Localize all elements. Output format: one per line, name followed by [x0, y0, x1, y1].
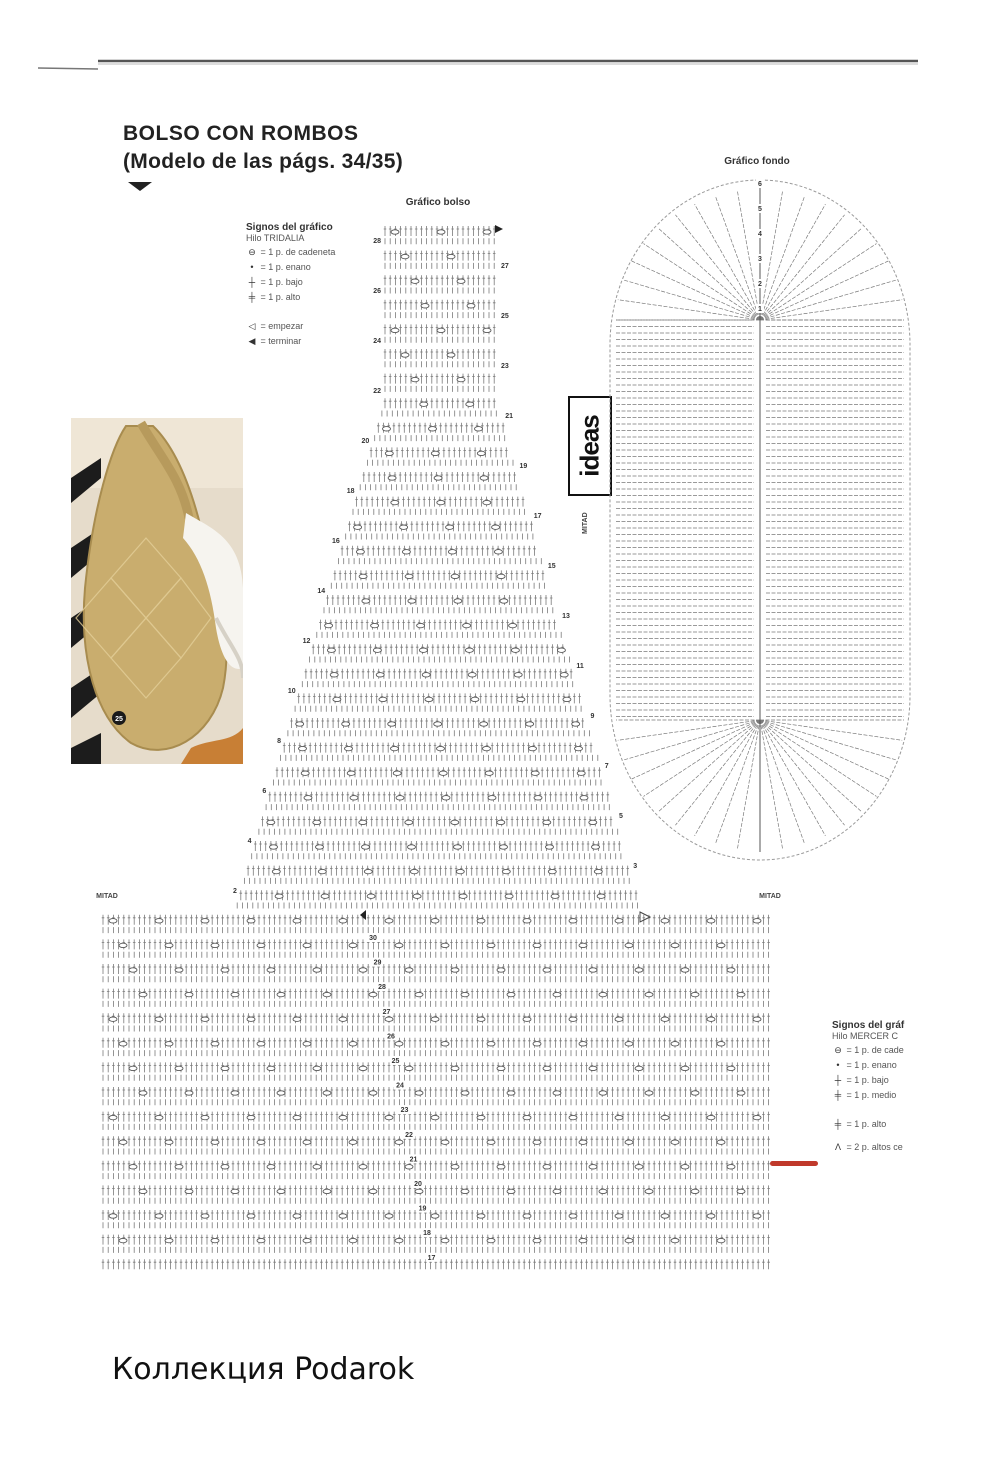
row-number: 19 — [519, 463, 528, 470]
legend-yarn: Hilo MERCER C — [832, 1031, 899, 1041]
mitad-right-label: MITAD — [759, 893, 781, 900]
base-row-number: 5 — [758, 206, 762, 213]
row-number: 17 — [533, 513, 542, 520]
ideas-logo-text: ideas — [574, 415, 605, 477]
legend-item — [832, 1043, 1000, 1058]
row-number: 5 — [618, 813, 623, 820]
row-number: 20 — [361, 438, 370, 445]
row-number: 14 — [317, 588, 326, 595]
legend-item-label: = 1 p. alto — [260, 292, 301, 302]
row-number: 6 — [262, 788, 267, 795]
cluster-stitch-icon: Λ — [834, 1142, 841, 1152]
row-number: 26 — [387, 1033, 395, 1041]
bag-chart — [102, 226, 770, 1269]
half-double-crochet-icon: ╪ — [834, 1090, 842, 1100]
row-number: 9 — [590, 713, 595, 720]
row-number: 13 — [562, 613, 570, 620]
legend-item — [832, 1088, 1000, 1103]
slip-stitch-icon: • — [250, 262, 254, 272]
base-mitad-label: MITAD — [582, 512, 589, 534]
row-number: 15 — [547, 563, 556, 570]
legend-item-label: = 2 p. altos ce — [846, 1142, 903, 1152]
row-number: 11 — [576, 663, 584, 670]
row-number: 18 — [423, 1230, 431, 1238]
bag-chart-label: Gráfico bolso — [405, 197, 471, 208]
legend-item-label: = terminar — [260, 336, 302, 346]
single-crochet-icon: ┼ — [834, 1075, 842, 1085]
double-crochet-icon: ╪ — [834, 1119, 842, 1129]
row-number: 3 — [633, 863, 638, 870]
legend-item-label: = 1 p. medio — [846, 1090, 897, 1100]
base-chart-label: Gráfico fondo — [724, 156, 790, 167]
legend-mercer — [832, 1020, 1000, 1155]
legend-item-label: = 1 p. bajo — [260, 277, 303, 287]
row-number: 12 — [302, 638, 311, 645]
row-number: 20 — [414, 1181, 422, 1188]
end-arrow-icon: ◀ — [248, 336, 256, 346]
legend-yarn: Hilo TRIDALIA — [246, 233, 305, 243]
bag-stitch-grid — [102, 226, 770, 1269]
pattern-title: BOLSO CON ROMBOS — [123, 122, 359, 145]
photo-badge: 25 — [115, 716, 123, 723]
row-number: 28 — [378, 984, 386, 992]
row-number: 16 — [332, 538, 340, 545]
row-number: 17 — [427, 1254, 436, 1262]
row-number: 22 — [373, 388, 381, 395]
row-number: 24 — [396, 1082, 404, 1090]
legend-item — [832, 1058, 1000, 1073]
mitad-left-label: MITAD — [96, 893, 118, 900]
chain-stitch-icon: ⊖ — [834, 1045, 842, 1055]
legend-heading: Signos del gráf — [832, 1020, 905, 1031]
row-number: 7 — [604, 763, 609, 770]
highlight-marker — [770, 1161, 818, 1166]
row-number: 22 — [405, 1131, 413, 1139]
legend-item — [832, 1140, 1000, 1155]
legend-item-label: = 1 p. alto — [846, 1119, 887, 1129]
end-marker-icon — [495, 225, 503, 233]
row-number: 8 — [277, 738, 281, 745]
legend-item — [832, 1117, 1000, 1132]
row-number: 21 — [505, 413, 514, 420]
legend-heading: Signos del gráfico — [246, 222, 333, 233]
row-number: 27 — [382, 1008, 391, 1016]
row-number: 21 — [409, 1156, 418, 1164]
row-number: 28 — [373, 238, 381, 245]
legend-item-label: = 1 p. de cade — [846, 1045, 904, 1055]
double-crochet-icon: ╪ — [248, 292, 256, 302]
row-number: 10 — [287, 688, 296, 695]
legend-item-label: = 1 p. enano — [260, 262, 311, 272]
chain-stitch-icon: ⊖ — [248, 247, 256, 257]
start-marker-icon — [640, 912, 650, 922]
base-row-number: 1 — [758, 306, 762, 313]
row-number: 18 — [346, 488, 355, 495]
legend-item-label: = empezar — [260, 321, 304, 331]
legend-item-label: = 1 p. de cadeneta — [260, 247, 336, 257]
row-number: 19 — [418, 1205, 427, 1213]
row-number: 25 — [501, 313, 509, 320]
legend-item-label: = 1 p. bajo — [846, 1075, 889, 1085]
row-number: 4 — [247, 838, 252, 845]
slip-stitch-icon: • — [836, 1060, 840, 1070]
single-crochet-icon: ┼ — [248, 277, 256, 287]
legend-item-label: = 1 p. enano — [846, 1060, 897, 1070]
row-number: 29 — [373, 959, 382, 967]
legend-item — [832, 1073, 1000, 1088]
row-number: 24 — [373, 338, 381, 345]
row-number: 2 — [232, 888, 237, 895]
row-number: 27 — [501, 263, 509, 270]
collection-footer: Коллекция Podarok — [112, 1352, 415, 1387]
row-number: 23 — [400, 1107, 409, 1115]
base-row-number: 4 — [758, 231, 762, 238]
row-number: 26 — [373, 288, 381, 295]
start-arrow-icon: ◁ — [248, 321, 256, 331]
row-number: 23 — [501, 363, 509, 370]
row-number: 25 — [391, 1058, 400, 1065]
base-row-number: 6 — [758, 181, 762, 188]
pattern-subtitle: (Modelo de las págs. 34/35) — [123, 150, 404, 173]
row-number: 30 — [369, 935, 377, 942]
base-row-number: 2 — [758, 281, 762, 288]
base-row-number: 3 — [758, 256, 762, 263]
base-chart — [610, 179, 910, 860]
